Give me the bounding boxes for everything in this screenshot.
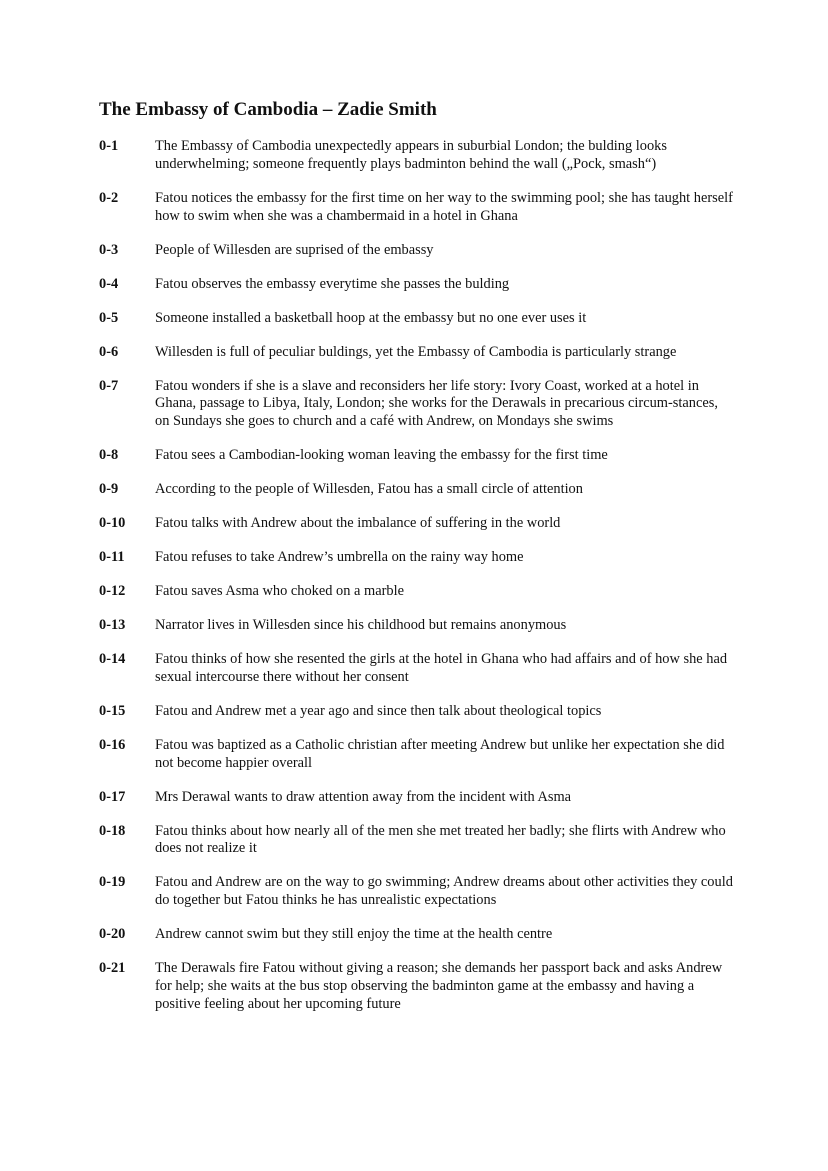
entry-number: 0-20 — [99, 926, 126, 943]
list-item — [99, 242, 739, 260]
list-item — [99, 874, 739, 910]
list-item — [99, 651, 739, 687]
list-item — [99, 344, 739, 362]
entry-number: 0-21 — [99, 960, 126, 977]
list-item — [99, 960, 739, 1013]
entry-number: 0-1 — [99, 138, 119, 154]
entry-text: Fatou thinks of how she resented the girls at the hotel in Ghana who had affairs and of how she had sexual intercourse there without her consent — [155, 650, 728, 685]
entry-text: According to the people of Willesden, Fatou has a small circle of attention — [155, 481, 583, 498]
entry-text: Fatou sees a Cambodian-looking woman leaving the embassy for the first time — [155, 447, 608, 464]
entry-text: Mrs Derawal wants to draw attention away from the incident with Asma — [155, 788, 572, 805]
entry-number: 0-6 — [99, 343, 119, 360]
list-item — [99, 515, 739, 533]
entry-text: Narrator lives in Willesden since his childhood but remains anonymous — [155, 617, 567, 633]
entry-number: 0-7 — [99, 377, 119, 394]
list-item — [99, 138, 739, 174]
entry-text: Fatou observes the embassy everytime she passes the bulding — [155, 275, 510, 292]
list-item — [99, 789, 739, 807]
entry-text: Fatou refuses to take Andrew’s umbrella on the rainy way home — [155, 549, 524, 566]
list-item — [99, 737, 739, 773]
list-item — [99, 447, 739, 465]
entry-text: The Derawals fire Fatou without giving a reason; she demands her passport back and asks Andrew for help; she waits at the bus stop observing the badminton game at the embassy and having a positive feeling about her upcoming future — [155, 960, 723, 1012]
entry-number: 0-2 — [99, 189, 119, 206]
entry-number: 0-12 — [99, 583, 126, 600]
list-item — [99, 276, 739, 294]
summary-list — [99, 138, 739, 1030]
entry-number: 0-18 — [99, 822, 126, 839]
entry-text: People of Willesden are suprised of the embassy — [155, 241, 434, 258]
list-item — [99, 310, 739, 328]
entry-number: 0-11 — [99, 549, 125, 566]
entry-text: Fatou saves Asma who choked on a marble — [155, 583, 404, 600]
entry-text: Someone installed a basketball hoop at the embassy but no one ever uses it — [155, 309, 587, 326]
entry-text: Fatou thinks about how nearly all of the men she met treated her badly; she flirts with Andrew who does not realize it — [155, 822, 726, 857]
entry-number: 0-15 — [99, 702, 126, 719]
entry-number: 0-10 — [99, 515, 126, 532]
entry-text: Andrew cannot swim but they still enjoy the time at the health centre — [155, 926, 553, 943]
list-item — [99, 583, 739, 601]
list-item — [99, 926, 739, 944]
entry-number: 0-3 — [99, 241, 119, 258]
entry-text: Fatou and Andrew met a year ago and since then talk about theological topics — [155, 702, 602, 719]
entry-number: 0-16 — [99, 736, 126, 753]
entry-text: Fatou talks with Andrew about the imbalance of suffering in the world — [155, 515, 561, 532]
list-item — [99, 617, 739, 635]
entry-text: Fatou and Andrew are on the way to go swimming; Andrew dreams about other activities they could do together but Fatou thinks he has unrealistic expectations — [155, 874, 733, 909]
entry-text: Fatou notices the embassy for the first time on her way to the swimming pool; she has taught herself how to swim when she was a chambermaid in a hotel in Ghana — [155, 189, 733, 224]
list-item — [99, 190, 739, 226]
list-item — [99, 481, 739, 499]
entry-number: 0-17 — [99, 788, 126, 805]
entry-number: 0-4 — [99, 275, 119, 292]
entry-number: 0-5 — [99, 309, 119, 326]
list-item — [99, 378, 739, 431]
entry-number: 0-9 — [99, 481, 119, 498]
entry-text: Fatou wonders if she is a slave and reconsiders her life story: Ivory Coast, worked at a hotel in Ghana, passage to Libya, Italy, London; she works for the Derawals in precarious circum-stances, on Sundays she goes to church and a café with Andrew, on Mondays she swims — [155, 377, 718, 430]
entry-text: The Embassy of Cambodia unexpectedly appears in suburbial London; the bulding looks underwhelming; someone frequently plays badminton behind the wall („Pock, smash“) — [155, 138, 667, 172]
list-item — [99, 549, 739, 567]
entry-text: Fatou was baptized as a Catholic christian after meeting Andrew but unlike her expectation she did not become happier overall — [155, 736, 725, 771]
entry-number: 0-13 — [99, 617, 126, 633]
entry-number: 0-8 — [99, 447, 119, 464]
page-title: The Embassy of Cambodia – Zadie Smith — [99, 99, 437, 120]
entry-number: 0-19 — [99, 874, 126, 891]
list-item — [99, 703, 739, 721]
entry-number: 0-14 — [99, 650, 126, 667]
entry-text: Willesden is full of peculiar buldings, yet the Embassy of Cambodia is particularly strange — [155, 343, 677, 360]
list-item — [99, 823, 739, 859]
